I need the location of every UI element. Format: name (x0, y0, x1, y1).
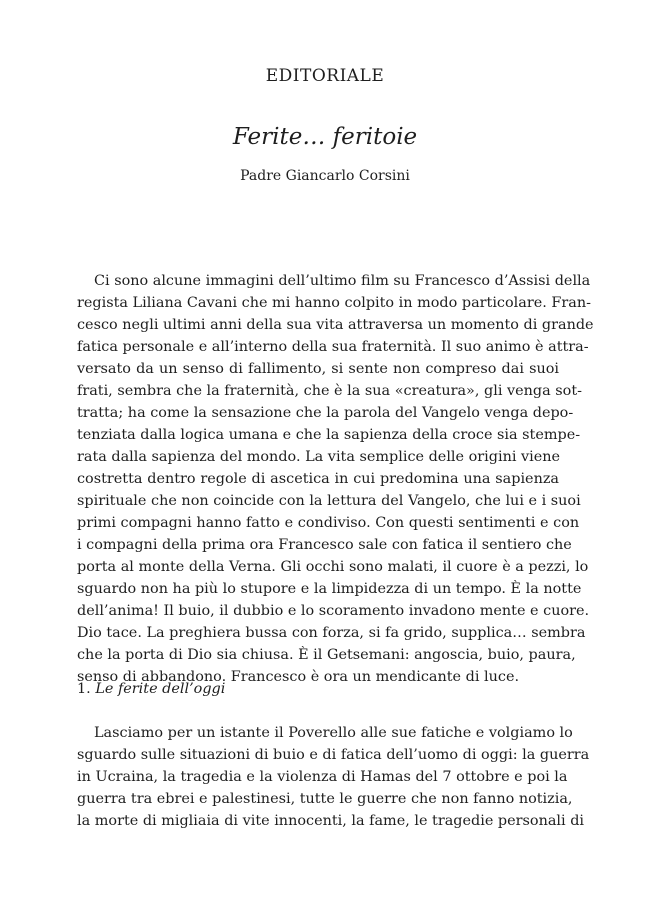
text-line: sguardo non ha più lo stupore e la limpidezza di un tempo. È la notte (77, 581, 582, 597)
text-line: spirituale che non coincide con la lettura del Vangelo, che lui e i suoi (77, 493, 581, 509)
text-line: la morte di migliaia di vite innocenti, la fame, le tragedie personali di (77, 813, 585, 829)
text-line: rata dalla sapienza del mondo. La vita semplice delle origini viene (77, 449, 561, 465)
text-line: in Ucraina, la tragedia e la violenza di Hamas del 7 ottobre e poi la (77, 769, 568, 785)
text-line: tenziata dalla logica umana e che la sapienza della croce sia stempe- (77, 427, 581, 443)
section-heading-number: 1. (77, 681, 91, 697)
text-line: primi compagni hanno fatto e condiviso. Con questi sentimenti e con (77, 515, 580, 531)
text-line: guerra tra ebrei e palestinesi, tutte le guerre che non fanno notizia, (77, 791, 573, 807)
text-line: fatica personale e all’interno della sua fraternità. Il suo animo è attra- (77, 339, 589, 355)
text-line: tratta; ha come la sensazione che la parola del Vangelo venga depo- (77, 405, 574, 421)
text-line: i compagni della prima ora Francesco sale con fatica il sentiero che (77, 537, 572, 553)
text-line: cesco negli ultimi anni della sua vita attraversa un momento di grande (77, 317, 594, 333)
section-label: EDITORIALE (265, 66, 385, 86)
text-line: regista Liliana Cavani che mi hanno colpito in modo particolare. Fran- (77, 295, 591, 311)
text-line: Lasciamo per un istante il Poverello alle sue fatiche e volgiamo lo (94, 725, 573, 741)
text-line: costretta dentro regole di ascetica in cui predomina una sapienza (77, 471, 559, 487)
text-line: versato da un senso di fallimento, si sente non compreso dai suoi (77, 361, 559, 377)
section-heading (77, 681, 225, 697)
section-heading-text: Le ferite dell’oggi (95, 681, 226, 697)
article-title: Ferite… feritoie (232, 124, 418, 150)
article-author: Padre Giancarlo Corsini (240, 168, 410, 184)
text-line: Dio tace. La preghiera bussa con forza, si fa grido, supplica… sembra (77, 625, 586, 641)
text-line: che la porta di Dio sia chiusa. È il Getsemani: angoscia, buio, paura, (77, 647, 576, 663)
paragraph-intro (77, 270, 594, 688)
text-line: dell’anima! Il buio, il dubbio e lo scoramento invadono mente e cuore. (77, 603, 590, 619)
text-line: senso di abbandono. Francesco è ora un mendicante di luce. (77, 669, 520, 685)
text-line: Ci sono alcune immagini dell’ultimo film su Francesco d’Assisi della (94, 273, 591, 289)
text-line: sguardo sulle situazioni di buio e di fatica dell’uomo di oggi: la guerra (77, 747, 590, 763)
text-line: porta al monte della Verna. Gli occhi sono malati, il cuore è a pezzi, lo (77, 559, 589, 575)
paragraph-section-1 (77, 722, 590, 832)
text-line: frati, sembra che la fraternità, che è la sua «creatura», gli venga sot- (77, 383, 582, 399)
